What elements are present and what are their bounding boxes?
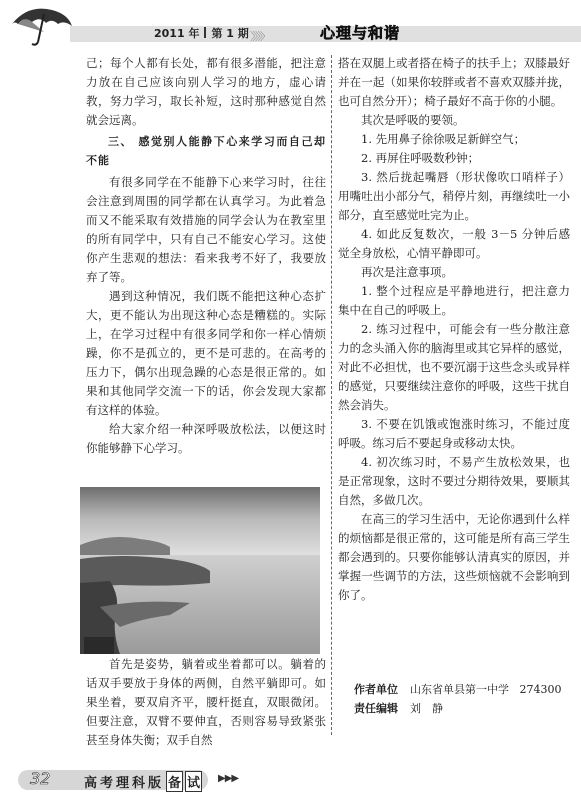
left-paragraph-3: 遇到这种情况，我们既不能把这种心态扩大，更不能认为出现这种心态是糟糕的。实际上，在学习过程中有很多同学和你一样心情烦躁，你不是孤立的，更不是可悲的。在高考的压力下，偶尔出现急躁的心态是很正常的。如果和其他同学交流一下的话，你会发现大家都有这样的体验。 [86, 289, 326, 417]
magazine-title-prefix: 高考理科版 [84, 776, 165, 791]
column-title: 心理与和谐 [320, 24, 401, 42]
magazine-title [84, 771, 202, 792]
breathing-step-3: 3. 然后拢起嘴唇（形状像吹口哨样子）用嘴吐出小部分气，稍停片刻，再继续吐一小部分，直至感觉吐完为止。 [338, 170, 570, 222]
note-item-1: 1. 整个过程应是平静地进行，把注意力集中在自己的呼吸上。 [338, 284, 570, 317]
issue-label [154, 26, 249, 42]
breathing-step-1: 1. 先用鼻子徐徐吸足新鲜空气； [361, 132, 526, 146]
page-header [0, 0, 581, 46]
note-item-3: 3. 不要在饥饿或饱涨时练习，不能过度呼吸。练习后不要起身或移动太快。 [338, 417, 570, 450]
author-info [354, 680, 562, 718]
author-unit: 山东省单县第一中学 [410, 683, 509, 696]
author-zip: 274300 [519, 683, 562, 696]
left-paragraph-5: 首先是姿势，躺着或坐着都可以。躺着的话双手要放于身体的两侧，自然平躺即可。如果坐着，要双肩齐平，腰杆挺直，双眼微闭。但要注意，双臂不要伸直，否则容易导致紧张甚至身体失衡；双手自然 [86, 657, 326, 747]
section-heading: 三、 感觉别人能静下心来学习而自己却不能 [86, 135, 326, 167]
editor-label: 责任编辑 [354, 702, 398, 715]
right-paragraph-4: 在高三的学习生活中，无论你遇到什么样的烦恼都是很正常的，这可能是所有高三学生都会遇到的。只要你能够认清真实的原因，并掌握一些调节的方法，这些烦恼就不会影响到你了。 [338, 512, 570, 602]
note-item-2: 2. 练习过程中，可能会有一些分散注意力的念头涌入你的脑海里或其它异样的感觉，对此不必担忧，也不要沉溺于这些念头或异样的感觉，只要继续注意你的呼吸，这些干扰自然会消失。 [338, 322, 570, 412]
left-paragraph-4: 给大家介绍一种深呼吸放松法，以便这时你能够静下心学习。 [86, 422, 326, 455]
author-unit-line [354, 680, 562, 699]
column-divider [331, 55, 332, 735]
header-arrows: 〉〉〉〉〉 [250, 30, 268, 43]
breathing-step-2: 2. 再屏住呼吸数秒钟； [361, 151, 480, 165]
magazine-title-box-2: 试 [185, 771, 202, 792]
issue-separator [204, 27, 206, 38]
note-item-4: 4. 初次练习时，不易产生放松效果，也是正常现象，这时不要过分期待效果，要顺其自然，多做几次。 [338, 455, 570, 507]
page-number: 32 [30, 769, 51, 788]
coastline-photo [80, 487, 320, 654]
left-paragraph-2: 有很多同学在不能静下心来学习时，往往会注意到周围的同学都在认真学习。为此着急而又不能采取有效措施的同学会认为在教室里的所有同学中，只有自己不能安心学习。这使你产生悲观的想法：看来我考不好了，我要放弃了等。 [86, 175, 326, 284]
editor-name: 刘 静 [410, 702, 443, 715]
breathing-step-4: 4. 如此反复数次，一般 3－5 分钟后感觉全身放松，心情平静即可。 [338, 227, 570, 260]
issue-text: 第 1 期 [211, 27, 249, 40]
year-text: 2011 年 [154, 27, 200, 40]
page-footer [0, 758, 581, 800]
magazine-title-box-1: 备 [166, 771, 183, 792]
footer-arrows: ▶▶▶ [218, 773, 239, 784]
editor-line [354, 699, 562, 718]
left-column [86, 54, 326, 458]
right-column [338, 54, 570, 605]
author-unit-label: 作者单位 [354, 683, 398, 696]
umbrella-icon [8, 2, 74, 46]
right-paragraph-3: 再次是注意事项。 [361, 265, 453, 279]
left-paragraph-5-block [86, 655, 326, 750]
right-paragraph-1: 搭在双腿上或者搭在椅子的扶手上；双膝最好并在一起（如果你较胖或者不喜欢双膝并拢，也可自然分开）；椅子最好不高于你的小腿。 [338, 56, 570, 108]
left-paragraph-1: 己；每个人都有长处，都有很多潜能，把注意力放在自己应该向别人学习的地方，虚心请教，努力学习，取长补短，这时那种感觉自然就会远离。 [86, 56, 326, 127]
right-paragraph-2: 其次是呼吸的要领。 [361, 113, 465, 127]
